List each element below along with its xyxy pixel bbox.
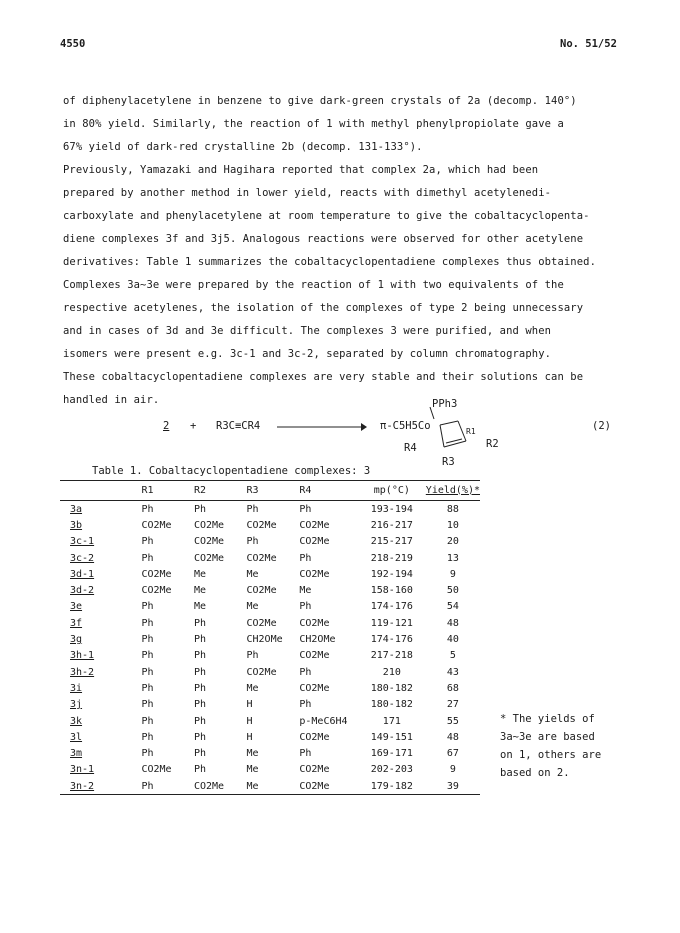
compound-id-cell: 3e (70, 601, 83, 613)
text-line: in 80% yield. Similarly, the reaction of 1 with methyl phenylpropiolate gave a (63, 118, 564, 130)
table-cell: 218-219 (370, 552, 413, 564)
table-cell: Ph (193, 650, 207, 662)
table-cell: CO2Me (299, 764, 330, 776)
table-cell: CO2Me (299, 617, 330, 629)
table-cell: Me (246, 778, 299, 795)
table-cell: 119-121 (370, 617, 413, 629)
table-cell: Ph (141, 634, 154, 646)
table-cell: 216-217 (370, 519, 413, 531)
table-cell: 149-151 (370, 731, 413, 743)
table-cell: 27 (446, 699, 459, 711)
compound-id-cell: 3h-1 (70, 650, 95, 662)
text-line: 67% yield of dark-red crystalline 2b (decomp. 131-133°). (63, 141, 423, 153)
table-cell: Ph (193, 682, 207, 694)
compound-id-cell: 3m (70, 748, 83, 760)
table-row (60, 745, 480, 761)
table-row (60, 517, 480, 533)
table-cell: CO2Me (193, 519, 225, 531)
table-row (60, 680, 480, 696)
table-cell: CO2Me (141, 585, 172, 597)
table-header-row (60, 480, 480, 501)
compound-id-cell: 3d-1 (70, 568, 95, 580)
table-row (60, 566, 480, 582)
table-cell: Ph (299, 666, 312, 678)
table-row (60, 534, 480, 550)
table-cell: 13 (446, 552, 459, 564)
table-cell: Ph (141, 650, 154, 662)
compound-id-cell: 3f (70, 617, 83, 629)
table-cell: Ph (193, 634, 207, 646)
substituent-r3: R3 (442, 456, 455, 468)
table-cell: Ph (141, 617, 154, 629)
table-cell: 169-171 (370, 748, 413, 760)
table-row (60, 762, 480, 778)
table-cell: 193-194 (370, 503, 413, 515)
compound-id-cell: 3c-1 (70, 536, 95, 548)
text-line: Complexes 3a~3e were prepared by the reaction of 1 with two equivalents of the (63, 279, 564, 291)
table-cell: Me (193, 601, 207, 613)
text-line: of diphenylacetylene in benzene to give dark-green crystals of 2a (decomp. 140°) (63, 95, 577, 107)
table-cell: 40 (446, 634, 459, 646)
table-cell: 9 (449, 764, 456, 776)
compound-id-cell: 3d-2 (70, 585, 95, 597)
table-cell: Ph (141, 731, 154, 743)
table-cell: H (246, 715, 253, 727)
table-cell: 48 (446, 731, 459, 743)
table-cell: Me (246, 764, 259, 776)
text-line: Previously, Yamazaki and Hagihara reported that complex 2a, which had been (63, 164, 539, 176)
text-line: handled in air. (63, 394, 160, 406)
table-cell: 68 (446, 682, 459, 694)
table-cell: Ph (193, 764, 207, 776)
header-cell: mp(°C) (358, 480, 426, 501)
table-cell: CH2OMe (246, 634, 283, 646)
table-row (60, 778, 480, 795)
text-line: isomers were present e.g. 3c-1 and 3c-2, separated by column chromatography. (63, 348, 552, 360)
table-cell: 50 (446, 585, 459, 597)
table-row (60, 713, 480, 729)
table-row (60, 631, 480, 647)
reactant-2: 2 (163, 420, 170, 432)
table-cell: Ph (299, 601, 312, 613)
compound-id-cell: 3j (70, 699, 83, 711)
header-cell: Yield(%)* (426, 480, 480, 501)
table-cell: Ph (193, 715, 207, 727)
table-cell: Ph (141, 715, 154, 727)
table-cell: CO2Me (193, 536, 225, 548)
table-cell: Ph (193, 731, 207, 743)
table-cell: Ph (141, 552, 154, 564)
footnote-line: 3a~3e are based (500, 731, 595, 743)
compound-id-cell: 3a (70, 503, 83, 515)
table-cell: Me (246, 682, 259, 694)
table-cell: Ph (246, 536, 259, 548)
table-cell: p-MeC6H4 (299, 715, 348, 727)
table-cell: CO2Me (246, 519, 277, 531)
table-cell: 5 (449, 650, 456, 662)
table-cell: Me (246, 601, 259, 613)
table-cell: Ph (246, 650, 259, 662)
table-row (60, 599, 480, 615)
issue-number: No. 51/52 (560, 38, 617, 50)
table-cell: 67 (446, 748, 459, 760)
substituent-r1: R1 (466, 427, 476, 436)
header-cell: R3 (246, 480, 299, 501)
compound-id-cell: 3h-2 (70, 666, 95, 678)
table-cell: 43 (446, 666, 459, 678)
table-cell: CO2Me (299, 568, 330, 580)
header-cell: R4 (299, 480, 358, 501)
table-cell: CO2Me (246, 617, 277, 629)
table-cell: Ph (141, 699, 154, 711)
table-cell: CO2Me (246, 666, 277, 678)
table-cell: CH2OMe (299, 634, 336, 646)
table-cell: H (246, 731, 253, 743)
text-line: diene complexes 3f and 3j5. Analogous reactions were observed for other acetylene (63, 233, 584, 245)
table-cell: Ph (193, 666, 207, 678)
table-cell: 174-176 (370, 601, 413, 613)
table-row (60, 664, 480, 680)
table-cell: CO2Me (141, 568, 172, 580)
complex-table (60, 480, 480, 795)
table-row (60, 648, 480, 664)
table-cell: Me (246, 568, 259, 580)
header-cell: R1 (141, 480, 194, 501)
table-cell: Me (246, 748, 259, 760)
table-caption: Table 1. Cobaltacyclopentadiene complexes: 3 (92, 465, 371, 477)
page-number: 4550 (60, 38, 86, 50)
table-cell: Ph (141, 503, 154, 515)
compound-id-cell: 3i (70, 682, 83, 694)
table-cell: CO2Me (246, 585, 277, 597)
table-cell: 10 (446, 519, 459, 531)
table-row (60, 729, 480, 745)
table-cell: Ph (141, 682, 154, 694)
table-cell: Ph (141, 601, 154, 613)
table-cell: Me (299, 585, 312, 597)
table-cell: Ph (193, 617, 207, 629)
table-cell: Ph (299, 503, 312, 515)
table-cell: CO2Me (194, 778, 247, 795)
table-cell: 180-182 (370, 682, 413, 694)
compound-id-cell: 3n-2 (60, 778, 141, 795)
table-cell: 179-182 (358, 778, 426, 795)
text-line: prepared by another method in lower yield, reacts with dimethyl acetylenedi- (63, 187, 552, 199)
table-row (60, 697, 480, 713)
table-cell: Me (193, 585, 207, 597)
text-line: respective acetylenes, the isolation of the complexes of type 2 being unnecessary (63, 302, 584, 314)
table-row (60, 550, 480, 566)
equation-number: (2) (592, 420, 611, 432)
footnote-line: on 1, others are (500, 749, 602, 761)
table-cell: Ph (141, 666, 154, 678)
table-cell: CO2Me (299, 731, 330, 743)
header-cell (60, 480, 141, 501)
table-cell: CO2Me (193, 552, 225, 564)
text-line: These cobaltacyclopentadiene complexes are very stable and their solutions can be (63, 371, 584, 383)
table-cell: Ph (141, 536, 154, 548)
compound-id-cell: 3k (70, 715, 83, 727)
compound-id-cell: 3n-1 (70, 764, 95, 776)
table-cell: CO2Me (299, 778, 358, 795)
substituent-r4: R4 (404, 442, 417, 454)
product-ligand: PPh3 (432, 398, 458, 410)
table-cell: 48 (446, 617, 459, 629)
substituent-r2: R2 (486, 438, 499, 450)
table-cell: 20 (446, 536, 459, 548)
table-row (60, 501, 480, 518)
table-cell: Me (193, 568, 207, 580)
table-cell: 180-182 (370, 699, 413, 711)
compound-id-cell: 3c-2 (70, 552, 95, 564)
text-line: derivatives: Table 1 summarizes the cobaltacyclopentadiene complexes thus obtained. (63, 256, 596, 268)
table-cell: Ph (299, 699, 312, 711)
table-cell: 210 (382, 666, 401, 678)
table-cell: 215-217 (370, 536, 413, 548)
table-cell: Ph (193, 503, 207, 515)
table-cell: 88 (446, 503, 459, 515)
table-cell: CO2Me (299, 650, 330, 662)
table-cell: CO2Me (299, 682, 330, 694)
table-row (60, 582, 480, 598)
table-cell: Ph (299, 748, 312, 760)
acetylene-reactant: R3C≡CR4 (216, 420, 261, 432)
table-cell: Ph (193, 699, 207, 711)
table-cell: CO2Me (299, 519, 330, 531)
table-cell: Ph (299, 552, 312, 564)
table-cell: H (246, 699, 253, 711)
table-cell: CO2Me (299, 536, 330, 548)
text-line: and in cases of 3d and 3e difficult. The complexes 3 were purified, and when (63, 325, 552, 337)
table-row (60, 615, 480, 631)
table-cell: 55 (446, 715, 459, 727)
table-cell: Ph (193, 748, 207, 760)
compound-id-cell: 3g (70, 634, 83, 646)
table-cell: Ph (141, 748, 154, 760)
text-line: carboxylate and phenylacetylene at room temperature to give the cobaltacyclopenta- (63, 210, 590, 222)
table-cell: 192-194 (370, 568, 413, 580)
compound-id-cell: 3l (70, 731, 83, 743)
table-cell: CO2Me (141, 764, 172, 776)
header-cell: R2 (194, 480, 247, 501)
table-cell: Ph (246, 503, 259, 515)
table-cell: 54 (446, 601, 459, 613)
table-cell: 174-176 (370, 634, 413, 646)
table-cell: 158-160 (370, 585, 413, 597)
table-cell: 202-203 (370, 764, 413, 776)
cobaltacycle-ring-icon (420, 407, 490, 467)
footnote-line: * The yields of (500, 713, 595, 725)
table-cell: 217-218 (370, 650, 413, 662)
table-cell: 171 (382, 715, 401, 727)
table-cell: 9 (449, 568, 456, 580)
table-cell: 39 (426, 778, 480, 795)
reaction-arrow-icon (277, 420, 367, 434)
compound-id-cell: 3b (70, 519, 83, 531)
table-cell: CO2Me (141, 519, 172, 531)
plus-sign: + (190, 420, 197, 432)
product-cp-cobalt: π-C5H5Co (380, 420, 431, 432)
footnote-line: based on 2. (500, 767, 570, 779)
table-cell: CO2Me (246, 552, 277, 564)
table-cell: Ph (141, 778, 194, 795)
